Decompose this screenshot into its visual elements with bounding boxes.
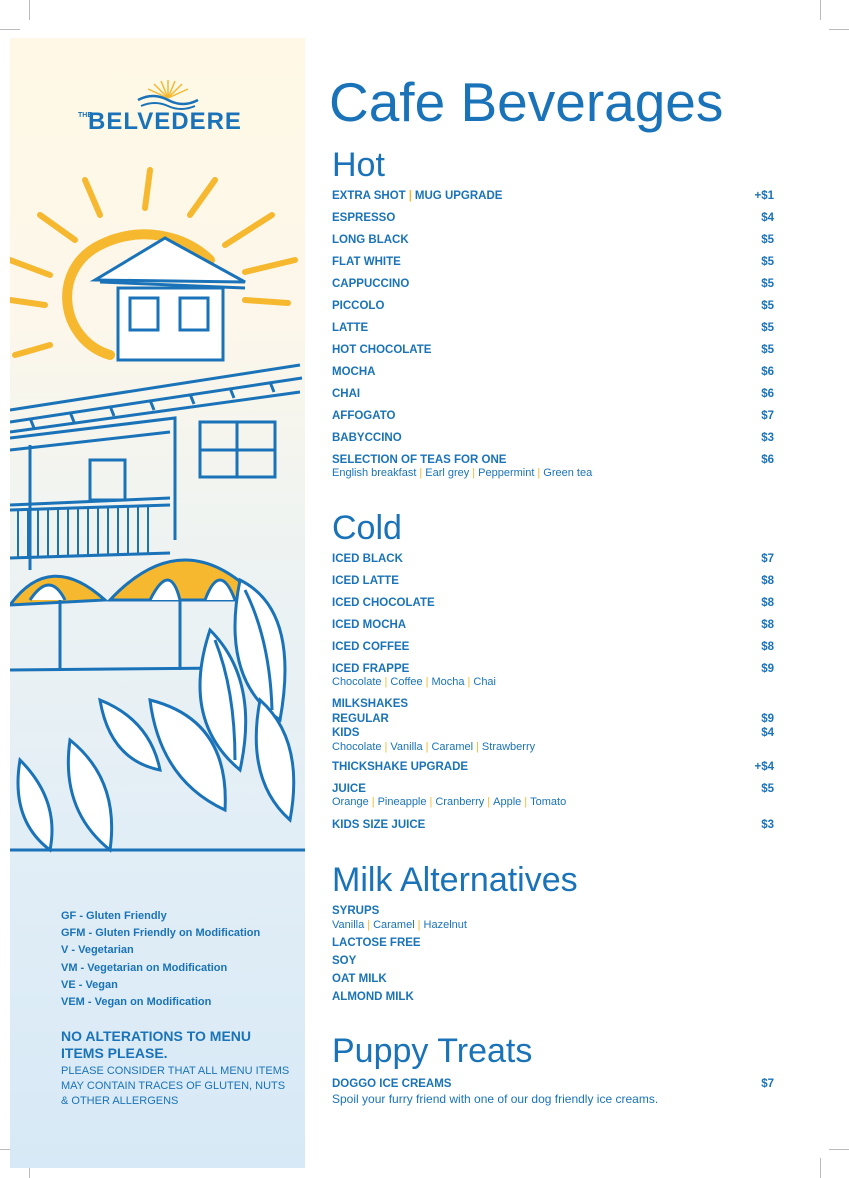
menu-item-kids-juice: KIDS SIZE JUICE $3 xyxy=(332,818,774,831)
menu-item: SOY xyxy=(332,954,357,967)
menu-item: CHAI $6 xyxy=(332,388,774,400)
section-cold xyxy=(332,508,774,836)
menu-item: ICED COFFEE $8 xyxy=(332,641,774,653)
menu-item-frappe: ICED FRAPPE $9 xyxy=(332,663,774,675)
menu-item: LACTOSE FREE xyxy=(332,936,421,949)
allergen-notice xyxy=(61,1028,291,1109)
menu-item: LONG BLACK $5 xyxy=(332,234,774,246)
menu-item-syrups: SYRUPS xyxy=(332,905,380,917)
brand-the: THE xyxy=(78,112,92,119)
menu-item-juice: JUICE $5 xyxy=(332,782,774,795)
belvedere-illustration xyxy=(10,160,305,860)
notice-heading: NO ALTERATIONS TO MENU ITEMS PLEASE. xyxy=(61,1028,252,1061)
crop-mark xyxy=(820,1158,821,1178)
menu-item: PICCOLO $5 xyxy=(332,300,774,312)
menu-item: ESPRESSO $4 xyxy=(332,212,774,224)
section-hot xyxy=(332,145,774,482)
menu-item: ALMOND MILK xyxy=(332,990,414,1003)
sunrise-logo-icon xyxy=(133,78,203,112)
menu-item: MOCHA $6 xyxy=(332,366,774,378)
menu-item-teas: SELECTION OF TEAS FOR ONE $6 xyxy=(332,454,774,466)
dietary-legend xyxy=(61,908,260,1011)
menu-item: ICED BLACK $7 xyxy=(332,553,774,565)
menu-item-thickshake: THICKSHAKE UPGRADE +$4 xyxy=(332,760,774,773)
crop-mark xyxy=(829,1149,849,1150)
menu-item-kids: KIDS $4 xyxy=(332,727,774,739)
legend-item: VM - Vegetarian on Modification xyxy=(61,961,228,974)
menu-item: FLAT WHITE $5 xyxy=(332,256,774,268)
crop-mark xyxy=(29,0,30,20)
item-options: Chocolate | Coffee | Mocha | Chai xyxy=(332,676,496,688)
menu-item: BABYCCINO $3 xyxy=(332,432,774,444)
separator: | xyxy=(408,190,412,202)
menu-item: ICED CHOCOLATE $8 xyxy=(332,597,774,609)
legend-item: VE - Vegan xyxy=(61,978,118,991)
menu-item: HOT CHOCOLATE $5 xyxy=(332,344,774,356)
page-title: Cafe Beverages xyxy=(329,71,724,133)
menu-item: LATTE $5 xyxy=(332,322,774,334)
menu-item-extra: EXTRA SHOT | MUG UPGRADE +$1 xyxy=(332,185,774,207)
legend-item: V - Vegetarian xyxy=(61,944,134,957)
section-heading: Puppy Treats xyxy=(332,1032,533,1070)
item-options: English breakfast | Earl grey | Peppermint | Green tea xyxy=(332,467,593,479)
section-heading: Cold xyxy=(332,509,402,547)
menu-item-regular: REGULAR $9 xyxy=(332,712,774,725)
menu-item: CAPPUCCINO $5 xyxy=(332,278,774,290)
crop-mark xyxy=(829,29,849,30)
menu-item-doggo: DOGGO ICE CREAMS $7 xyxy=(332,1078,774,1090)
legend-item: GF - Gluten Friendly xyxy=(61,910,167,922)
brand-name: BELVEDERE xyxy=(88,108,242,135)
menu-item: ICED MOCHA $8 xyxy=(332,619,774,631)
brand-logo xyxy=(78,78,258,138)
item-options: Chocolate | Vanilla | Caramel | Strawberry xyxy=(332,740,536,753)
tower-icon xyxy=(95,238,245,360)
section-heading: Hot xyxy=(332,146,385,184)
menu-item: OAT MILK xyxy=(332,972,387,985)
legend-item: VEM - Vegan on Modification xyxy=(61,996,212,1009)
item-description: Spoil your furry friend with one of our dog friendly ice creams. xyxy=(332,1092,659,1106)
item-options: Vanilla | Caramel | Hazelnut xyxy=(332,918,467,931)
notice-text: PLEASE CONSIDER THAT ALL MENU ITEMS MAY CONTAIN TRACES OF GLUTEN, NUTS & OTHER ALLERGENS xyxy=(61,1065,290,1107)
item-price: +$1 xyxy=(754,190,774,202)
plants-icon xyxy=(10,580,305,850)
section-heading: Milk Alternatives xyxy=(332,861,578,899)
item-options: Orange | Pineapple | Cranberry | Apple | Tomato xyxy=(332,795,567,808)
section-puppy xyxy=(332,1031,774,1106)
crop-mark xyxy=(820,0,821,20)
section-milk xyxy=(332,860,774,1006)
menu-item: AFFOGATO $7 xyxy=(332,410,774,422)
legend-item: GFM - Gluten Friendly on Modification xyxy=(61,927,261,940)
menu-item-milkshakes: MILKSHAKES xyxy=(332,698,409,710)
crop-mark xyxy=(0,29,20,30)
menu-item: ICED LATTE $8 xyxy=(332,575,774,587)
